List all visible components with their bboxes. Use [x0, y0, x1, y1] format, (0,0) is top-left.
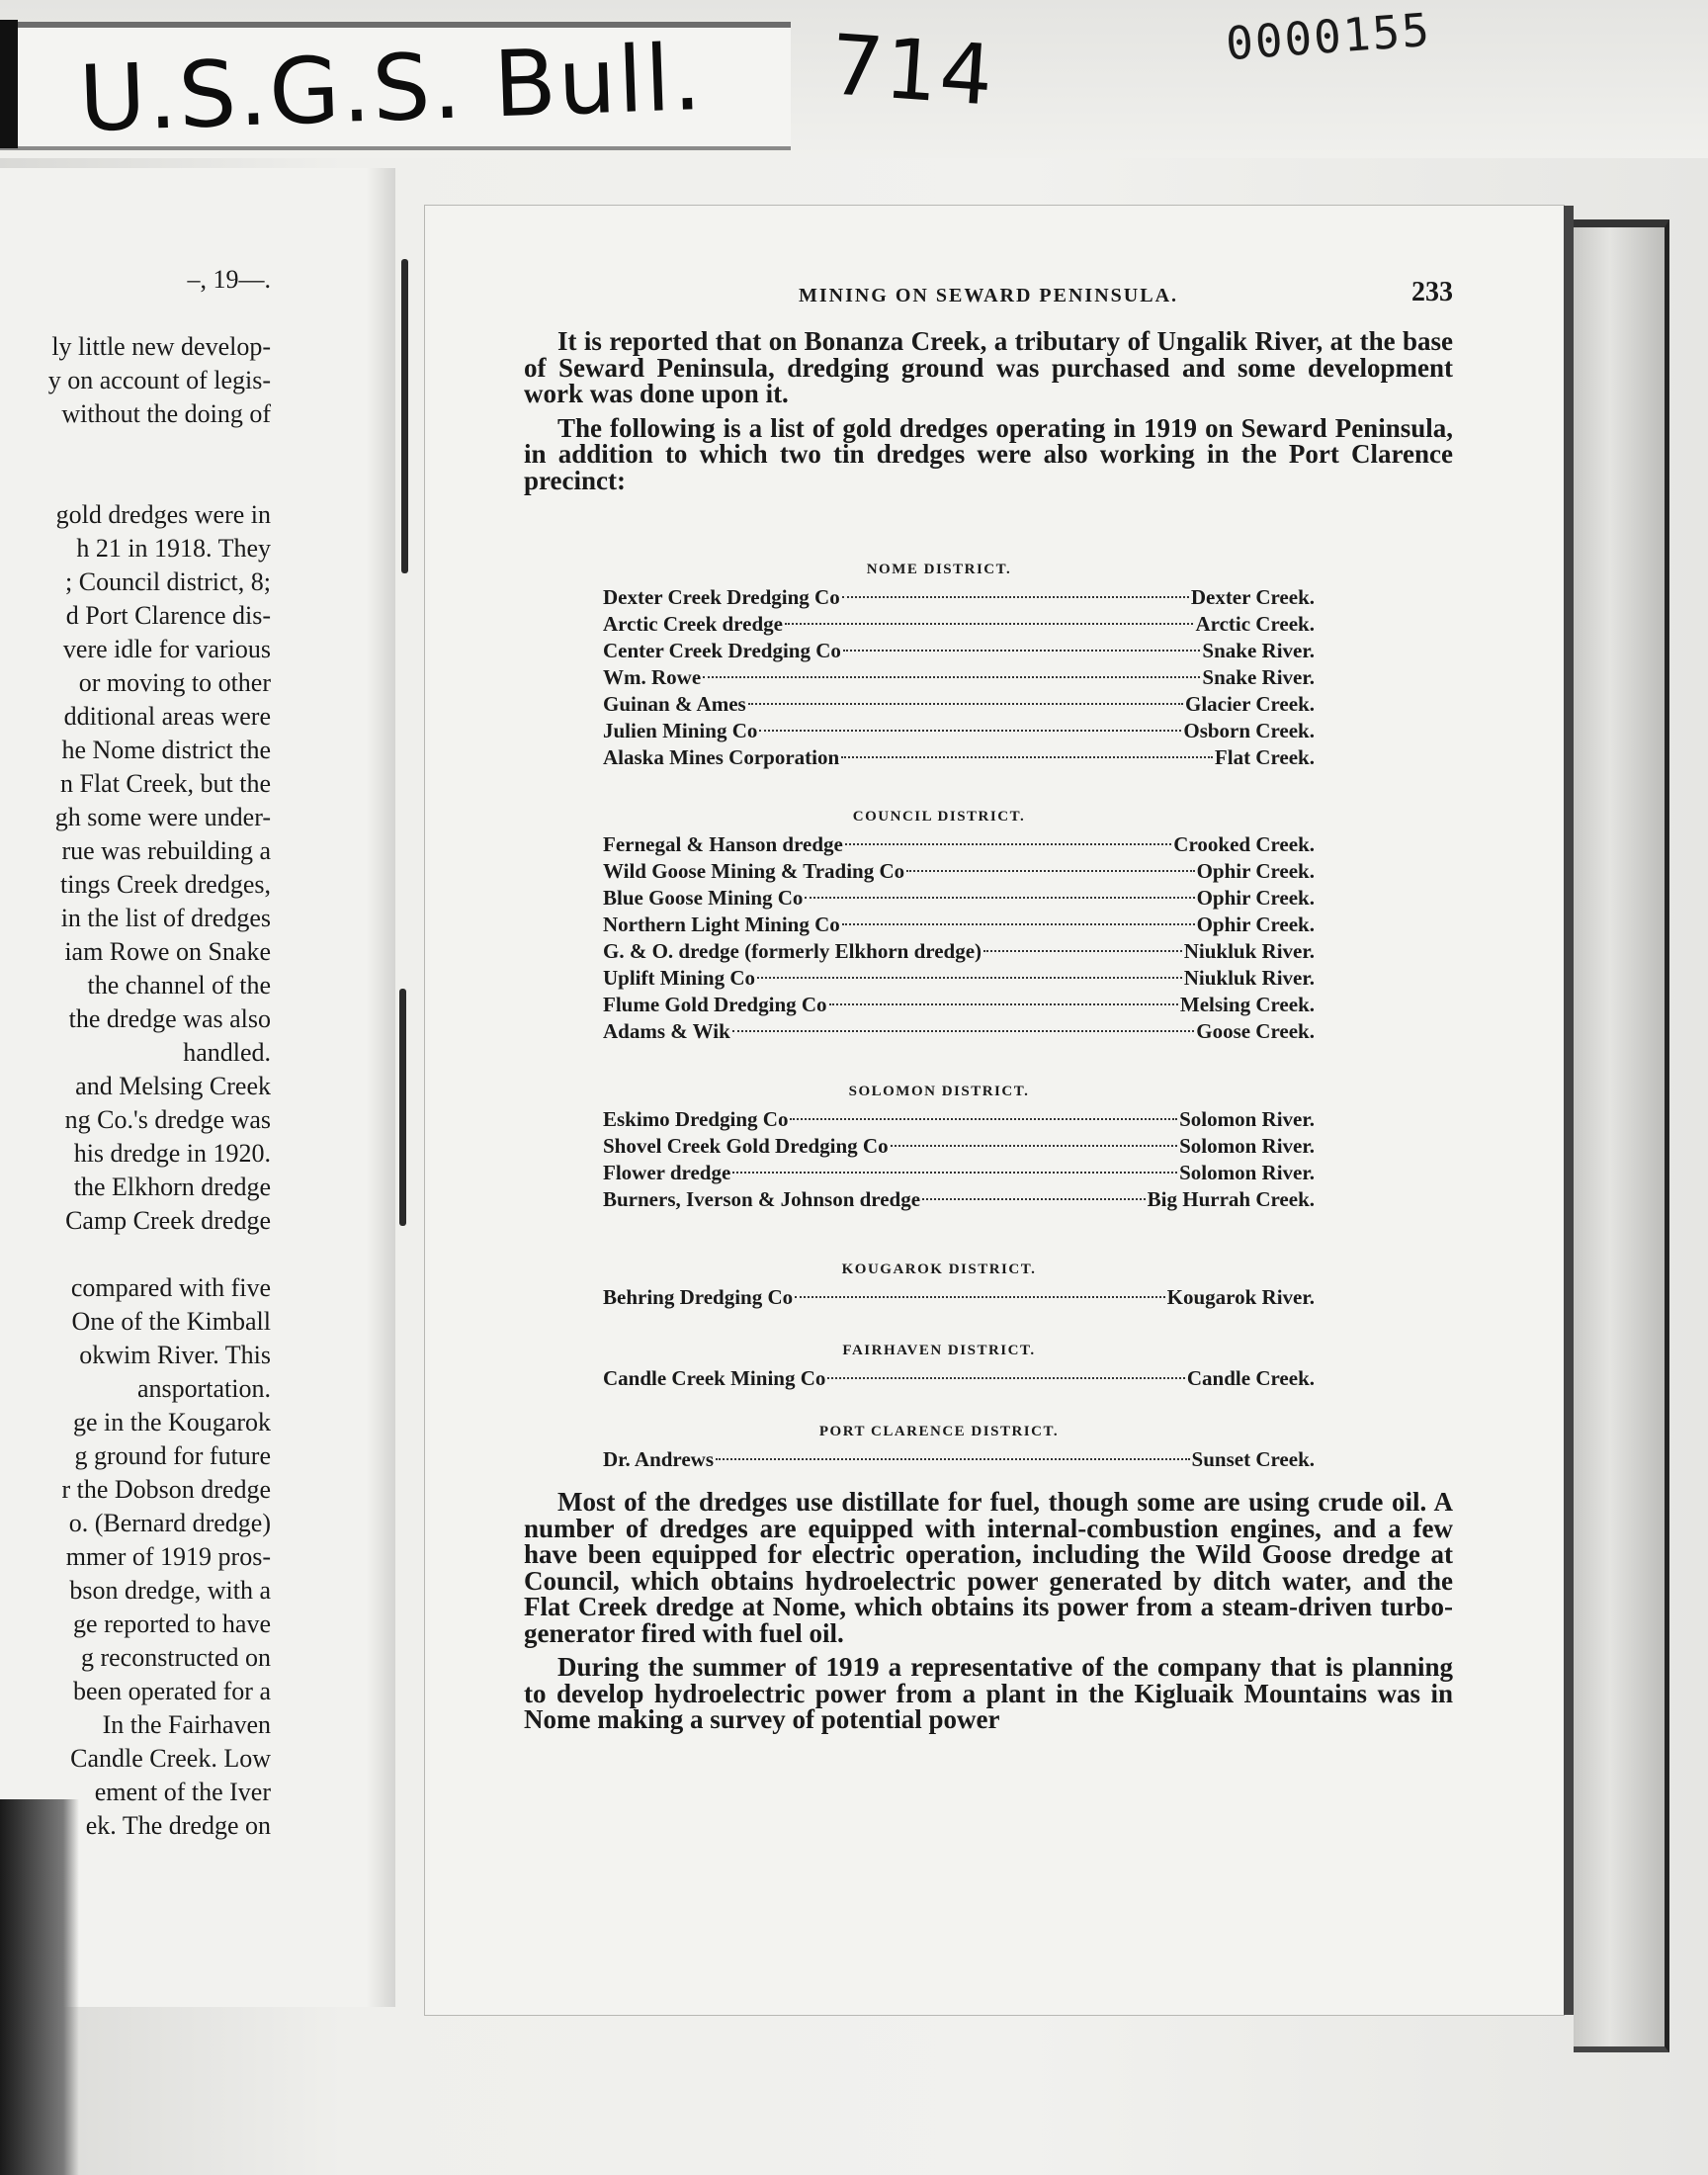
dredge-location: Flat Creek.: [1214, 745, 1315, 769]
dredge-company: Center Creek Dredging Co: [603, 639, 841, 662]
intro-text: [524, 328, 1453, 493]
leader-dots: [842, 596, 1189, 598]
dredge-company: Flower dredge: [603, 1161, 731, 1184]
dredge-location: Ophir Creek.: [1196, 886, 1315, 910]
dredge-location: Melsing Creek.: [1179, 993, 1315, 1016]
left-page-line: In the Fairhaven: [102, 1710, 271, 1739]
leader-dots: [983, 950, 1182, 952]
dredge-location: Dexter Creek.: [1190, 585, 1315, 609]
stamp-number: 0000155: [1224, 2, 1433, 71]
handwritten-title: U.S.G.S. Bull.: [77, 25, 706, 152]
dredge-entry: [603, 1019, 1315, 1045]
closing-paragraph: During the summer of 1919 a representative of the company that is planning to develop hydroelectric power from a plant in the Kigluaik Mountains was in Nome making a survey of potential power: [524, 1652, 1453, 1734]
leader-dots: [732, 1172, 1177, 1174]
dredge-company: Flume Gold Dredging Co: [603, 993, 827, 1016]
left-page-line: ansportation.: [136, 1374, 271, 1403]
left-page-line: ement of the Iver: [94, 1778, 271, 1806]
dredge-entry: [603, 993, 1315, 1018]
leader-dots: [843, 650, 1201, 652]
dredge-location: Glacier Creek.: [1184, 692, 1315, 716]
leader-dots: [716, 1458, 1190, 1460]
dredge-company: Alaska Mines Corporation: [603, 745, 840, 769]
left-page-line: ng Co.'s dredge was: [64, 1105, 271, 1134]
left-page-line: d Port Clarence dis-: [65, 601, 271, 630]
left-page-line: compared with five: [70, 1273, 271, 1302]
leader-dots: [759, 730, 1181, 732]
left-page-line: Camp Creek dredge: [65, 1206, 271, 1235]
dredge-location: Solomon River.: [1179, 1107, 1315, 1131]
dredge-entry: [603, 639, 1315, 664]
binding-tab: [0, 20, 18, 148]
left-page-line: gold dredges were in: [55, 500, 271, 529]
dredge-location: Sunset Creek.: [1191, 1447, 1315, 1471]
intro-paragraph: The following is a list of gold dredges operating in 1919 on Seward Peninsula, in addition to which two tin dredges were also working in the Port Clarence precinct:: [524, 412, 1453, 495]
left-page-line: and Melsing Creek: [75, 1072, 271, 1100]
left-page-line: been operated for a: [73, 1677, 271, 1705]
left-page-line: his dredge in 1920.: [73, 1139, 271, 1168]
left-page-line: One of the Kimball: [71, 1307, 271, 1336]
handwritten-number: 714: [826, 16, 998, 125]
leader-dots: [785, 623, 1194, 625]
left-page-line: the Elkhorn dredge: [73, 1173, 271, 1201]
leader-dots: [842, 923, 1195, 925]
left-page-line: Candle Creek. Low: [70, 1744, 271, 1773]
dredge-location: Snake River.: [1202, 639, 1315, 662]
left-page-line: y on account of legis-: [47, 366, 271, 394]
left-page-line: he Nome district the: [61, 736, 271, 764]
leader-dots: [845, 843, 1171, 845]
dredge-location: Arctic Creek.: [1195, 612, 1315, 636]
left-page-line: ge reported to have: [73, 1610, 271, 1638]
left-page-line: without the doing of: [61, 399, 271, 428]
left-page-line: mmer of 1919 pros-: [65, 1542, 271, 1571]
gutter-mark: [401, 259, 408, 573]
main-page: [425, 206, 1564, 2015]
left-page-line: [0, 1238, 271, 1271]
dredge-location: Snake River.: [1202, 665, 1315, 689]
left-page-line: g reconstructed on: [80, 1643, 271, 1672]
dredge-location: Big Hurrah Creek.: [1147, 1187, 1315, 1211]
dredge-entry: [603, 913, 1315, 938]
dredge-entry: [603, 939, 1315, 965]
leader-dots: [827, 1377, 1185, 1379]
left-page-line: [0, 465, 271, 498]
dredge-company: Eskimo Dredging Co: [603, 1107, 789, 1131]
leader-dots: [805, 897, 1194, 899]
leader-dots: [790, 1118, 1177, 1120]
dredge-entry: [603, 1447, 1315, 1473]
left-page-line: [0, 297, 271, 330]
left-page-line: g ground for future: [74, 1441, 271, 1470]
left-page-line: gh some were under-: [54, 803, 271, 831]
district-heading: NOME DISTRICT.: [866, 562, 1012, 577]
dredge-location: Ophir Creek.: [1196, 913, 1315, 936]
left-page-line: r the Dobson dredge: [61, 1475, 271, 1504]
dredge-entry: [603, 1366, 1315, 1392]
dredge-location: Osborn Creek.: [1183, 719, 1315, 742]
dredge-company: Arctic Creek dredge: [603, 612, 783, 636]
dredge-entry: [603, 966, 1315, 992]
district-heading: PORT CLARENCE DISTRICT.: [818, 1424, 1060, 1439]
district-heading: KOUGAROK DISTRICT.: [841, 1262, 1037, 1277]
left-page-line: vere idle for various: [62, 635, 271, 663]
dredge-location: Solomon River.: [1179, 1134, 1315, 1158]
dredge-entry: [603, 612, 1315, 638]
dredge-entry: [603, 886, 1315, 912]
dredge-entry: [603, 1134, 1315, 1160]
closing-text: [524, 1489, 1453, 1733]
left-page-line: okwim River. This: [79, 1341, 271, 1369]
left-page-line: ly little new develop-: [51, 332, 271, 361]
left-page-line: handled.: [183, 1038, 271, 1067]
left-page-line: o. (Bernard dredge): [68, 1509, 271, 1537]
dredge-location: Goose Creek.: [1196, 1019, 1315, 1043]
left-page-line: rue was rebuilding a: [61, 836, 271, 865]
dredge-company: Burners, Iverson & Johnson dredge: [603, 1187, 921, 1211]
leader-dots: [795, 1296, 1165, 1298]
dredge-company: Guinan & Ames: [603, 692, 746, 716]
district-heading: SOLOMON DISTRICT.: [848, 1084, 1030, 1099]
dredge-company: Dexter Creek Dredging Co: [603, 585, 840, 609]
dredge-company: Wild Goose Mining & Trading Co: [603, 859, 905, 883]
left-page-line: ; Council district, 8;: [65, 567, 271, 596]
dredge-entry: [603, 719, 1315, 744]
leader-dots: [906, 870, 1194, 872]
dredge-company: Northern Light Mining Co: [603, 913, 840, 936]
leader-dots: [703, 676, 1200, 678]
dredge-location: Candle Creek.: [1186, 1366, 1315, 1390]
left-page-line: [0, 431, 271, 465]
dredge-company: Behring Dredging Co: [603, 1285, 794, 1309]
leader-dots: [841, 756, 1213, 758]
dredge-location: Ophir Creek.: [1196, 859, 1315, 883]
page-edge: [1564, 206, 1574, 2015]
leader-dots: [757, 977, 1182, 979]
dredge-entry: [603, 745, 1315, 771]
left-page-line: bson dredge, with a: [69, 1576, 271, 1605]
dredge-company: Dr. Andrews: [603, 1447, 715, 1471]
dredge-entry: [603, 1161, 1315, 1186]
gutter-mark: [399, 989, 406, 1226]
dredge-entry: [603, 832, 1315, 858]
dredge-company: Uplift Mining Co: [603, 966, 756, 990]
running-head: [524, 206, 1453, 307]
left-page-text: [0, 263, 271, 1843]
page-number: 233: [1411, 277, 1453, 307]
dredge-location: Niukluk River.: [1183, 939, 1315, 963]
left-page-line: n Flat Creek, but the: [59, 769, 271, 798]
leader-dots: [748, 703, 1183, 705]
dredge-company: Blue Goose Mining Co: [603, 886, 804, 910]
running-head-title: MINING ON SEWARD PENINSULA.: [798, 285, 1179, 306]
dredge-entry: [603, 585, 1315, 611]
dredge-company: Julien Mining Co: [603, 719, 758, 742]
left-page-line: –, 19—.: [187, 265, 271, 294]
left-page-line: the dredge was also: [68, 1004, 271, 1033]
dredge-location: Kougarok River.: [1166, 1285, 1315, 1309]
left-page-line: dditional areas were: [63, 702, 271, 731]
left-page-line: ge in the Kougarok: [72, 1408, 271, 1436]
left-page-line: iam Rowe on Snake: [64, 937, 271, 966]
left-page-line: in the list of dredges: [60, 904, 271, 932]
closing-paragraph: Most of the dredges use distillate for fuel, though some are using crude oil. A number of dredges are equipped with internal-combustion engines, and a few have been equipped for electric operation, including the Wild Goose dredge at Council, which obtains hydroelectric power generated by ditch water, and the Flat Creek dredge at Nome, which obtains its power from a steam-driven turbo-generator fired with fuel oil.: [524, 1487, 1453, 1648]
leader-dots: [891, 1145, 1178, 1147]
leader-dots: [922, 1198, 1146, 1200]
dredge-entry: [603, 1187, 1315, 1213]
leader-dots: [732, 1030, 1194, 1032]
dredge-company: Adams & Wik: [603, 1019, 730, 1043]
district-heading: FAIRHAVEN DISTRICT.: [842, 1343, 1036, 1358]
dredge-entry: [603, 1285, 1315, 1311]
dredge-location: Crooked Creek.: [1173, 832, 1315, 856]
left-page-line: h 21 in 1918. They: [76, 534, 271, 563]
leader-dots: [829, 1003, 1178, 1005]
intro-paragraph: It is reported that on Bonanza Creek, a tributary of Ungalik River, at the base of Seward Peninsula, dredging ground was purchased and some development work was done upon it.: [524, 326, 1453, 408]
dredge-entry: [603, 692, 1315, 718]
dredge-location: Niukluk River.: [1183, 966, 1315, 990]
dredge-company: Candle Creek Mining Co: [603, 1366, 826, 1390]
left-page-line: the channel of the: [87, 971, 271, 1000]
dredge-entry: [603, 859, 1315, 885]
page-shade: [366, 168, 395, 2007]
dredge-company: Wm. Rowe: [603, 665, 702, 689]
dredge-entry: [603, 665, 1315, 691]
dredge-company: Shovel Creek Gold Dredging Co: [603, 1134, 889, 1158]
left-page-fragment: [0, 168, 395, 2007]
scan-shadow: [0, 1799, 79, 2175]
dredge-entry: [603, 1107, 1315, 1133]
dredge-company: Fernegal & Hanson dredge: [603, 832, 843, 856]
book-spine: [1574, 219, 1669, 2052]
district-heading: COUNCIL DISTRICT.: [852, 809, 1026, 825]
left-page-line: ek. The dredge on: [85, 1811, 271, 1840]
dredge-location: Solomon River.: [1179, 1161, 1315, 1184]
dredge-company: G. & O. dredge (formerly Elkhorn dredge): [603, 939, 982, 963]
left-page-line: or moving to other: [78, 668, 271, 697]
left-page-line: tings Creek dredges,: [59, 870, 271, 899]
